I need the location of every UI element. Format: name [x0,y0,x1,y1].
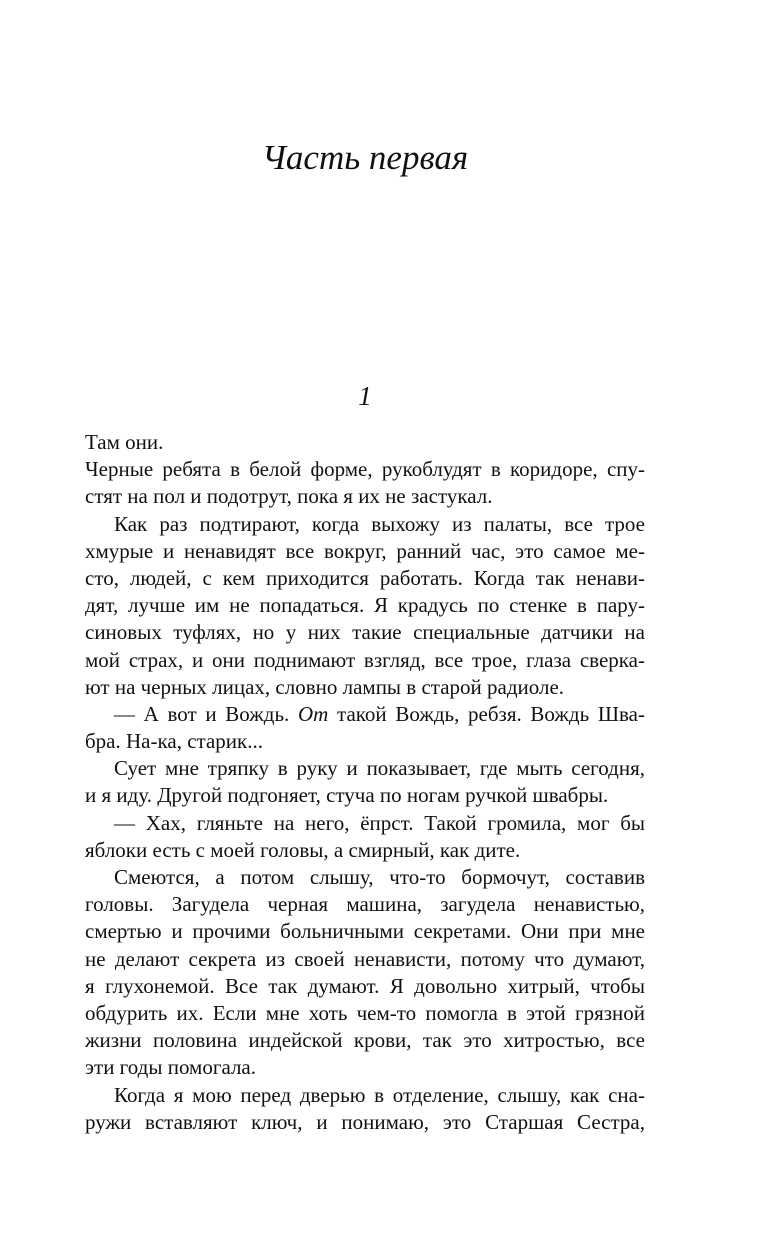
text-line: эти годы помогала. [85,1055,257,1080]
body-text [85,429,645,1136]
text-line: хмурые и ненавидят все вокруг, ранний час, это самое ме- [85,538,645,563]
text-line: сто, людей, с кем приходится работать. Когда так ненави- [85,565,645,590]
text-line: синовых туфлях, но у них такие специальные датчики на [85,620,645,645]
text-line: Сует мне тряпку в руку и показывает, где мыть сегодня, [114,756,645,781]
text-line [85,701,645,728]
text-line: яблоки есть с моей головы, а смирный, как дите. [85,837,521,862]
text-line: головы. Загудела черная машина, загудела ненавистью, [85,892,645,917]
text-line: — Хах, гляньте на него, ёпрст. Такой громила, мог бы [114,810,645,835]
emphasis-text: От [298,701,329,726]
text-line: мой страх, и они поднимают взгляд, все трое, глаза сверка- [85,647,645,672]
text-line: ют на черных лицах, словно лампы в старой радиоле. [85,674,565,699]
text-segment: такой Вождь, ребзя. Вождь Шва- [328,701,645,726]
text-line: Когда я мою перед дверью в отделение, слышу, как сна- [114,1082,645,1107]
part-title: Часть первая [261,138,469,177]
text-segment: — А вот и Вождь. [114,701,298,726]
text-line: ружи вставляют ключ, и понимаю, это Старшая Сестра, [85,1109,645,1134]
text-line: и я иду. Другой подгоняет, стуча по ногам ручкой швабры. [85,783,609,808]
text-line: Черные ребята в белой форме, рукоблудят в коридоре, спу- [85,457,645,482]
text-line: стят на пол и подотрут, пока я их не застукал. [85,484,493,509]
text-line: Как раз подтирают, когда выхожу из палаты, все трое [114,511,645,536]
text-line: дят, лучше им не попадаться. Я крадусь по стенке в пару- [85,593,645,618]
text-line: Смеются, а потом слышу, что-то бормочут, составив [114,865,645,889]
text-line: я глухонемой. Все так думают. Я довольно хитрый, чтобы [85,973,645,998]
text-line: бра. На-ка, старик... [85,729,263,754]
text-line: обдурить их. Если мне хоть чем-то помогла в этой грязной [85,1000,645,1025]
text-line: не делают секрета из своей ненависти, потому что думают, [85,946,645,971]
text-line: смертью и прочими больничными секретами. Они при мне [85,919,645,944]
chapter-number: 1 [358,381,372,411]
text-line: Там они. [85,430,164,454]
text-line: жизни половина индейской крови, так это хитростью, все [85,1028,645,1053]
